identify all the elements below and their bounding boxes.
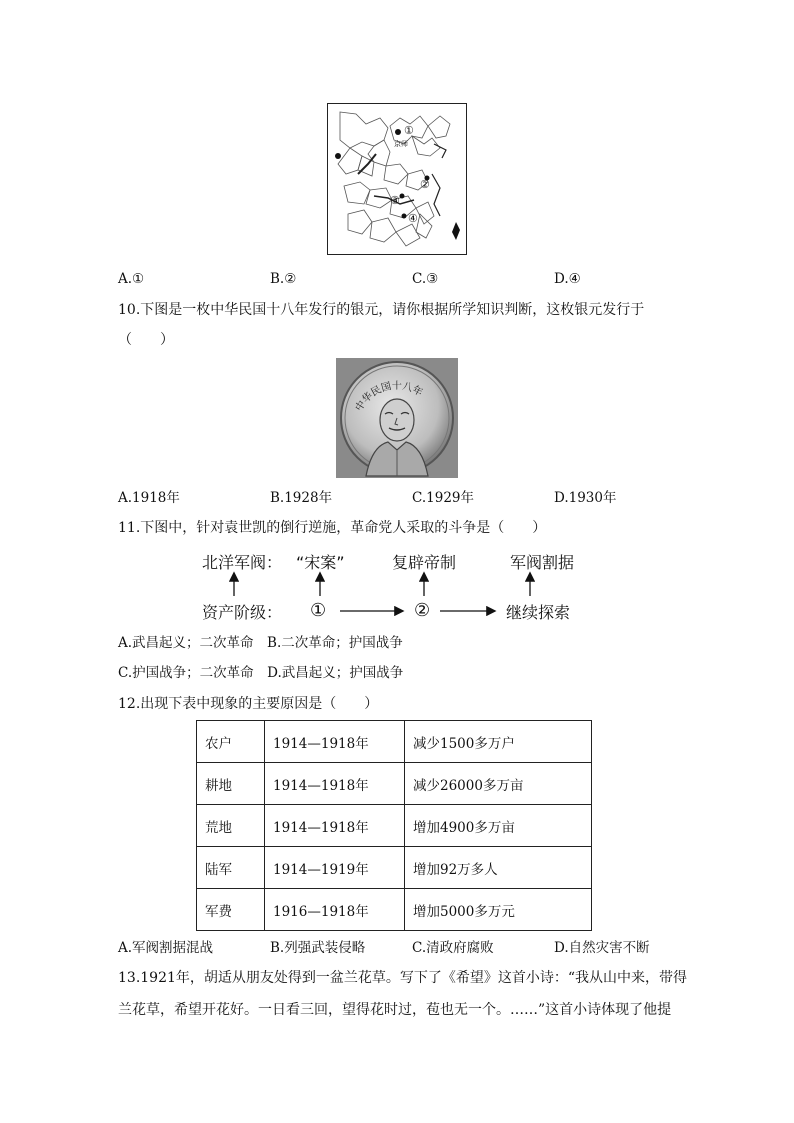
- q9-option-c[interactable]: C.③: [412, 271, 439, 287]
- q12-option-a[interactable]: A.军阀割据混战: [118, 940, 214, 956]
- q11-stem: 11.下图中，针对袁世凯的倒行逆施，革命党人采取的斗争是（ ）: [118, 520, 547, 536]
- q13-text-line1: 13.1921年，胡适从朋友处得到一盆兰花草。写下了《希望》这首小诗：“我从山中来，带得: [118, 970, 688, 986]
- diagram-blank-2: ②: [414, 600, 431, 621]
- table-row: [197, 847, 592, 889]
- table-cell: 减少1500多万户: [405, 721, 592, 763]
- q10-option-b[interactable]: B.1928年: [270, 490, 333, 506]
- table-row: [197, 889, 592, 931]
- q9-option-d[interactable]: D.④: [554, 271, 581, 287]
- silver-coin-image: [336, 358, 458, 478]
- table-row: [197, 721, 592, 763]
- table-row: [197, 763, 592, 805]
- diagram-continue-explore: 继续探索: [506, 603, 571, 622]
- diagram-arrows: [196, 548, 596, 628]
- table-cell: 1914—1918年: [265, 805, 405, 847]
- q12-stem: 12.出现下表中现象的主要原因是（ ）: [118, 696, 379, 712]
- table-cell: 耕地: [197, 763, 265, 805]
- map-label-capital: 京师: [394, 140, 408, 148]
- coin-inscription: 中华民国十八年: [353, 380, 425, 414]
- coin-photo: [336, 358, 458, 478]
- diagram-warlord-split: 军阀割据: [510, 553, 575, 572]
- diagram-beiyang-label: 北洋军阀：: [202, 553, 283, 572]
- q13-text-line2: 兰花草，希望开花好。一日看三回，望得花时过，苞也无一个。……”这首小诗体现了他提: [118, 1002, 672, 1018]
- q11-options-cd[interactable]: C.护国战争；二次革命 D.武昌起义；护国战争: [118, 665, 404, 681]
- table-cell: 增加5000多万元: [405, 889, 592, 931]
- table-cell: 增加4900多万亩: [405, 805, 592, 847]
- table-cell: 1916—1918年: [265, 889, 405, 931]
- q10-answer-blank: （ ）: [118, 332, 174, 348]
- table-row: [197, 805, 592, 847]
- diagram-song-case: “宋案”: [296, 553, 345, 572]
- table-cell: 1914—1919年: [265, 847, 405, 889]
- diagram-bourgeoisie-label: 资产阶级：: [202, 603, 283, 622]
- map-label-3: ③: [390, 194, 400, 207]
- table-cell: 军费: [197, 889, 265, 931]
- diagram-blank-1: ①: [310, 600, 327, 621]
- table-cell: 陆军: [197, 847, 265, 889]
- q10-option-a[interactable]: A.1918年: [118, 490, 180, 506]
- q12-table: [196, 720, 592, 931]
- q12-option-b[interactable]: B.列强武装侵略: [270, 940, 366, 956]
- table-cell: 减少26000多万亩: [405, 763, 592, 805]
- map-label-1: ①: [404, 124, 414, 137]
- table-cell: 增加92万多人: [405, 847, 592, 889]
- q9-option-b[interactable]: B.②: [270, 271, 297, 287]
- q10-option-d[interactable]: D.1930年: [554, 490, 617, 506]
- q9-option-a[interactable]: A.①: [118, 271, 145, 287]
- table-cell: 1914—1918年: [265, 721, 405, 763]
- table-cell: 荒地: [197, 805, 265, 847]
- q10-option-c[interactable]: C.1929年: [412, 490, 474, 506]
- q12-option-d[interactable]: D.自然灾害不断: [554, 940, 650, 956]
- q11-options-ab[interactable]: A.武昌起义；二次革命 B.二次革命；护国战争: [118, 635, 403, 651]
- table-cell: 1914—1918年: [265, 763, 405, 805]
- map-label-4: ④: [408, 212, 418, 225]
- diagram-restore-monarchy: 复辟帝制: [392, 553, 457, 572]
- map-label-2: ②: [420, 178, 430, 191]
- q12-option-c[interactable]: C.清政府腐败: [412, 940, 494, 956]
- q9-map: [327, 103, 467, 255]
- q10-stem: 10.下图是一枚中华民国十八年发行的银元，请你根据所学知识判断，这枚银元发行于: [118, 302, 645, 318]
- china-map-image: [328, 104, 466, 254]
- table-cell: 农户: [197, 721, 265, 763]
- q11-flow-diagram: [196, 548, 596, 628]
